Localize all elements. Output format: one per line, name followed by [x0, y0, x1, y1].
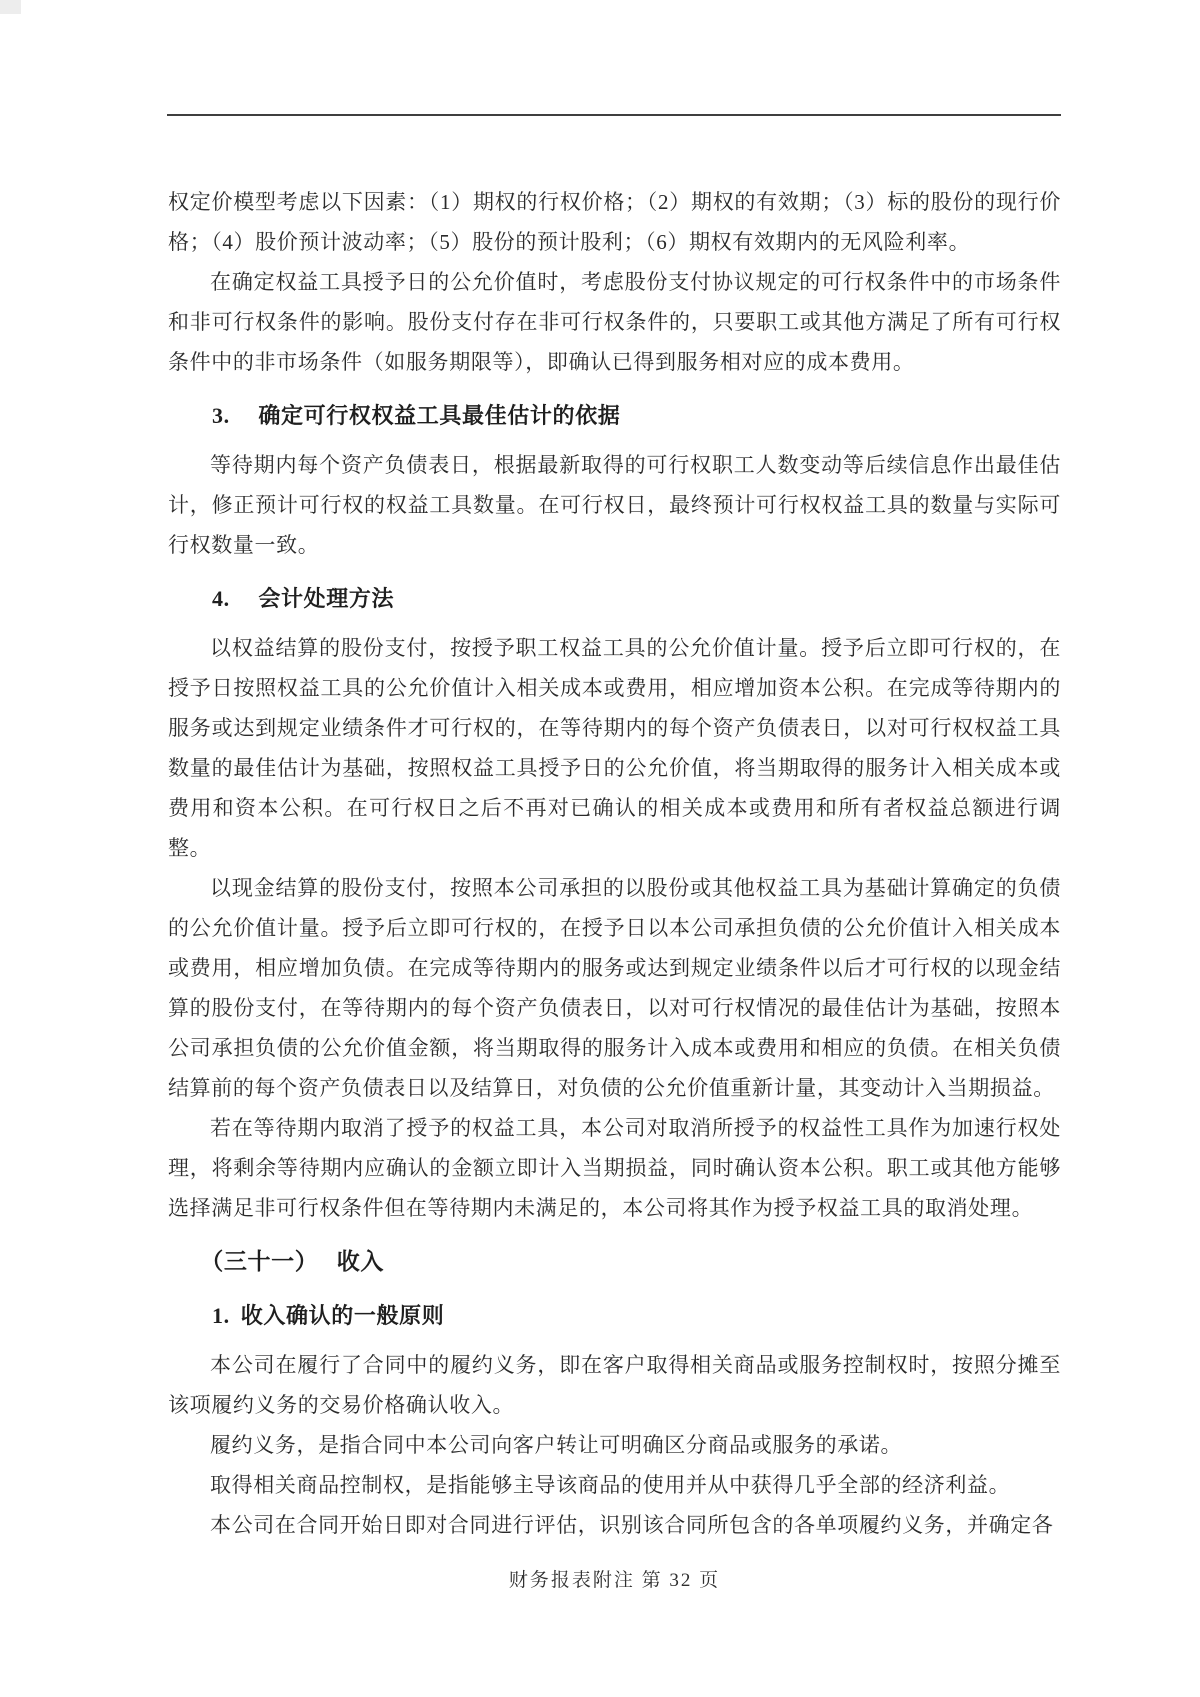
paragraph-goods-control-right: 取得相关商品控制权，是指能够主导该商品的使用并从中获得几乎全部的经济利益。 [210, 1473, 1011, 1497]
paragraph-performance-obligation: 履约义务，是指合同中本公司向客户转让可明确区分商品或服务的承诺。 [210, 1433, 903, 1457]
paragraph-contract-assessment: 本公司在合同开始日即对合同进行评估，识别该合同所包含的各单项履约义务，并确定各 [210, 1513, 1054, 1537]
heading-title: 收入 [336, 1249, 384, 1274]
paragraph-waiting-period-estimate: 等待期内每个资产负债表日，根据最新取得的可行权职工人数变动等后续信息作出最佳估计，修正预计可行权的权益工具数量。在可行权日，最终预计可行权权益工具的数量与实际可行权数量一致。 [168, 453, 1061, 557]
heading-number: 1. [212, 1303, 230, 1328]
heading-number: 3. [212, 403, 230, 428]
scan-artifact [0, 0, 21, 14]
header-rule [167, 114, 1061, 116]
heading-title: 收入确认的一般原则 [240, 1303, 445, 1328]
heading-title: 确定可行权权益工具最佳估计的依据 [258, 403, 621, 428]
footer-page-number: 财务报表附注 第 32 页 [508, 1570, 721, 1591]
paragraph-option-pricing-factors: 权定价模型考虑以下因素：（1）期权的行权价格；（2）期权的有效期；（3）标的股份的现行价格；（4）股价预计波动率；（5）股份的预计股利；（6）期权有效期内的无风险利率。 [168, 190, 1061, 254]
paragraph-cash-settled-payment: 以现金结算的股份支付，按照本公司承担的以股份或其他权益工具为基础计算确定的负债的公允价值计量。授予后立即可行权的，在授予日以本公司承担负债的公允价值计入相关成本或费用，相应增加负债。在完成等待期内的服务或达到规定业绩条件以后才可行权的以现金结算的股份支付，在等待期内的每个资产负债表日，以对可行权情况的最佳估计为基础，按照本公司承担负债的公允价值金额，将当期取得的服务计入成本或费用和相应的负债。在相关负债结算前的每个资产负债表日以及结算日，对负债的公允价值重新计量，其变动计入当期损益。 [168, 876, 1061, 1100]
paragraph-cancellation-treatment: 若在等待期内取消了授予的权益工具，本公司对取消所授予的权益性工具作为加速行权处理，将剩余等待期内应确认的金额立即计入当期损益，同时确认资本公积。职工或其他方能够选择满足非可行权条件但在等待期内未满足的，本公司将其作为授予权益工具的取消处理。 [168, 1116, 1061, 1220]
paragraph-grant-date-fair-value: 在确定权益工具授予日的公允价值时，考虑股份支付协议规定的可行权条件中的市场条件和非可行权条件的影响。股份支付存在非可行权条件的，只要职工或其他方满足了所有可行权条件中的非市场条件（如服务期限等），即确认已得到服务相对应的成本费用。 [168, 270, 1061, 374]
heading-title: 会计处理方法 [258, 586, 395, 611]
paragraph-revenue-recognition: 本公司在履行了合同中的履约义务，即在客户取得相关商品或服务控制权时，按照分摊至该项履约义务的交易价格确认收入。 [168, 1353, 1061, 1417]
heading-best-estimate-basis [168, 396, 1061, 436]
document-body [168, 182, 1061, 1545]
heading-section-revenue [168, 1242, 1061, 1282]
heading-revenue-general-principle [168, 1296, 1061, 1336]
paragraph-equity-settled-payment: 以权益结算的股份支付，按授予职工权益工具的公允价值计量。授予后立即可行权的，在授予日按照权益工具的公允价值计入相关成本或费用，相应增加资本公积。在完成等待期内的服务或达到规定业绩条件才可行权的，在等待期内的每个资产负债表日，以对可行权权益工具数量的最佳估计为基础，按照权益工具授予日的公允价值，将当期取得的服务计入相关成本或费用和资本公积。在可行权日之后不再对已确认的相关成本或费用和所有者权益总额进行调整。 [168, 636, 1061, 860]
heading-accounting-method [168, 579, 1061, 619]
heading-number: （三十一） [200, 1249, 319, 1274]
heading-number: 4. [212, 586, 230, 611]
